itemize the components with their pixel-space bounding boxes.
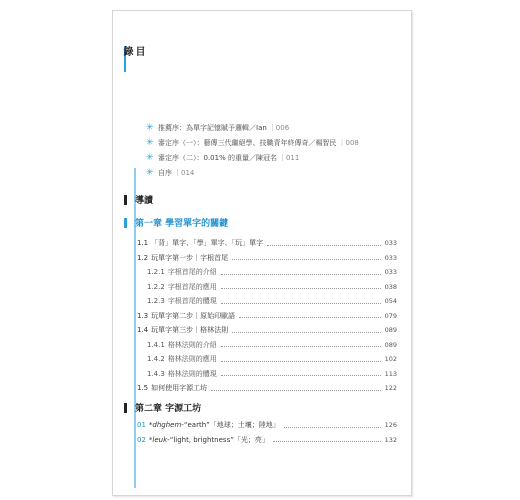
preface-item: ✳ 審定序（一）：藝傳三代繼絕學、技職青年終傳奇／楊智民 ｜008 <box>146 137 359 148</box>
dot-leader <box>232 332 380 333</box>
toc-term: *dhghem- <box>148 421 184 430</box>
toc-label: 格林法則的體現 <box>167 369 217 378</box>
preface-label: 自序 <box>158 168 172 177</box>
toc-page: 126 <box>384 421 397 430</box>
preface-label: 推薦序：為單字記憶賦予邏輯／Ian <box>158 123 267 132</box>
toc-number: 02 <box>137 435 146 444</box>
toc-label: 玩單字第二步｜原始印歐語 <box>151 311 236 320</box>
star-icon: ✳ <box>146 167 154 178</box>
toc-row <box>137 323 397 338</box>
toc-row <box>137 236 397 251</box>
toc-page: 033 <box>384 253 397 262</box>
intro-label: 導讀 <box>135 196 154 206</box>
dot-leader <box>267 245 380 246</box>
toc-page: 102 <box>384 355 397 364</box>
toc-row <box>137 265 397 280</box>
toc-page: 038 <box>384 282 397 291</box>
preface-page: 008 <box>345 138 359 147</box>
toc-number: 1.5 <box>137 384 149 393</box>
toc-label: 字根首尾的應用 <box>167 282 217 291</box>
toc-page: 054 <box>384 297 397 306</box>
toc-page: 089 <box>384 340 397 349</box>
toc-row <box>137 338 397 353</box>
toc-row <box>137 251 397 266</box>
toc-row <box>137 367 397 382</box>
chapter1-title: 第一章 學習單字的關鍵 <box>135 219 229 229</box>
star-icon: ✳ <box>146 122 154 133</box>
section-marker <box>124 195 127 205</box>
dot-leader <box>221 346 381 347</box>
chapter2-title: 第二章 字源工坊 <box>135 404 202 414</box>
toc-row <box>137 433 397 448</box>
toc-label: 格林法則的介紹 <box>167 340 217 349</box>
toc-row <box>137 381 397 396</box>
toc-number: 1.4.2 <box>147 355 165 364</box>
dot-leader <box>284 427 381 428</box>
toc-number: 1.4.1 <box>147 340 165 349</box>
chapter1-heading <box>124 216 228 229</box>
toc-label: 「背」單字、「學」單字、「玩」單字 <box>151 239 264 248</box>
dot-leader <box>221 274 381 275</box>
chapter1-toc <box>137 236 397 396</box>
preface-page: 011 <box>285 153 300 162</box>
toc-number: 1.1 <box>137 239 149 248</box>
star-icon: ✳ <box>146 152 154 163</box>
toc-label: 格林法則的應用 <box>167 355 217 364</box>
toc-row <box>137 294 397 309</box>
toc-label: 字根首尾的體現 <box>167 297 217 306</box>
toc-label: 玩單字第一步｜字根首尾 <box>151 253 229 262</box>
toc-page: 089 <box>384 326 397 335</box>
toc-label: 字根首尾的介紹 <box>167 268 217 277</box>
toc-term: *leuk- <box>148 435 170 444</box>
toc-label: 玩單字第三步｜格林法則 <box>151 326 229 335</box>
chapter2-heading <box>124 401 201 414</box>
preface-page: 014 <box>181 168 195 177</box>
toc-page: 132 <box>384 435 397 444</box>
toc-label: “earth”「地球；土壤；陸地」 <box>183 421 280 430</box>
preface-label: 審定序（二）：0.01% 的重量／陳冠名 <box>158 153 277 162</box>
toc-number: 1.3 <box>137 311 149 320</box>
preface-list <box>146 120 359 180</box>
dot-leader <box>221 361 381 362</box>
chapter2-toc <box>137 418 397 447</box>
dot-leader <box>221 375 381 376</box>
dot-leader <box>221 303 381 304</box>
toc-page: 079 <box>384 311 397 320</box>
toc-row <box>137 352 397 367</box>
page-title: 目錄 <box>121 46 144 56</box>
dot-leader <box>239 317 380 318</box>
preface-label: 審定序（一）：藝傳三代繼絕學、技職青年終傳奇／楊智民 <box>158 138 337 147</box>
toc-page: 122 <box>384 384 397 393</box>
toc-label: 如何使用字源工坊 <box>151 384 208 393</box>
preface-item: ✳ 自序 ｜014 <box>146 167 195 178</box>
toc-number: 1.4.3 <box>147 369 165 378</box>
toc-label: “light, brightness”「光；亮」 <box>169 435 269 444</box>
toc-number: 1.2 <box>137 253 149 262</box>
toc-page: 033 <box>384 239 397 248</box>
toc-number: 1.2.1 <box>147 268 165 277</box>
intro-heading <box>124 193 153 206</box>
chapter-marker <box>124 218 127 228</box>
preface-page: 006 <box>275 123 290 132</box>
toc-page: 033 <box>384 268 397 277</box>
dot-leader <box>221 288 381 289</box>
toc-row <box>137 418 397 433</box>
toc-number: 01 <box>137 421 146 430</box>
star-icon: ✳ <box>146 137 154 148</box>
preface-item: ✳ 推薦序：為單字記憶賦予邏輯／Ian ｜006 <box>146 122 290 133</box>
toc-page: 113 <box>384 369 397 378</box>
section-marker <box>124 403 127 413</box>
dot-leader <box>273 441 381 442</box>
dot-leader <box>211 390 380 391</box>
toc-number: 1.2.2 <box>147 282 165 291</box>
toc-number: 1.2.3 <box>147 297 165 306</box>
toc-row <box>137 280 397 295</box>
toc-row <box>137 309 397 324</box>
dot-leader <box>232 259 380 260</box>
preface-item: ✳ 審定序（二）：0.01% 的重量／陳冠名 ｜011 <box>146 152 300 163</box>
toc-number: 1.4 <box>137 326 149 335</box>
